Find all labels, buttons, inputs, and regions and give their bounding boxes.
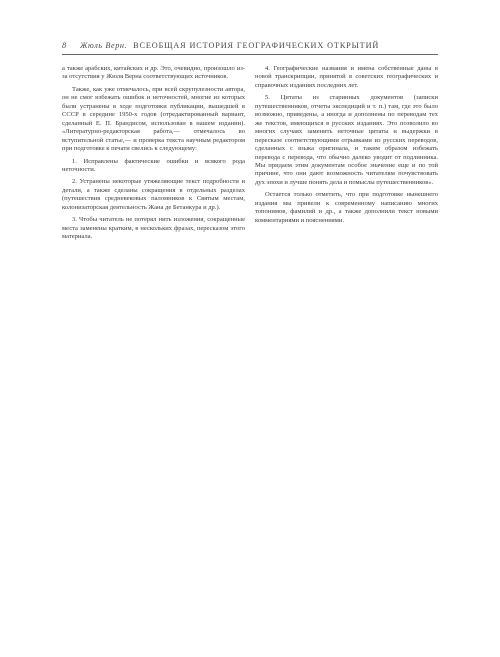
left-column	[62, 65, 245, 242]
paragraph: 1. Исправлены фактические ошибки и всякого рода неточности.	[62, 157, 245, 173]
paragraph: Также, как уже отмечалось, при всей скрупулезности автора, он не смог избежать ошибок и неточностей, многие из которых были устранены в ходе подготовки публикации, вышедшей в СССР в середине 1950-х годов (отредактированный вариант, сделанный Е. П. Брандисом, использован в нашем издании). «Литературно-редакторская работа,— отмечалось во вступительной статье,— и проверка текста научным редактором при подготовке к печати свелись к следующему:	[62, 85, 245, 153]
paragraph: 4. Географические названия и имена собственные даны в новой транскрипции, принятой в советских географических и справочных изданиях последних лет.	[255, 65, 438, 89]
paragraph: Остается только отметить, что при подготовке нынешнего издания мы привели к современному написанию многих топонимов, фамилий и др., а также дополнили текст новыми комментариями и пояснениями.	[255, 191, 438, 224]
running-header	[62, 41, 438, 53]
paragraph: 3. Чтобы читатель не потерял нить изложения, сокращенные места заменены кратким, в нескольких фразах, пересказом этого материала.	[62, 216, 245, 241]
paragraph: а также арабских, китайских и др. Это, очевидно, произошло из-за отсутствия у Жюля Верна соответствующих источников.	[62, 65, 245, 81]
page-number: 8	[62, 41, 67, 50]
paragraph: 5. Цитаты из старинных документов (записки путешественников, отчеты экспедиций и т. п.) там, где это было возможно, приведены, а иногда и дополнены по переводам тех же текстов, имеющихся в русских изданиях. Это позволило во многих случаях заменить неточные цитаты и выдержки в пересказе соответствующими отрывками из русских переводов, сделанных с языка оригинала, и таким образом избежать перевода с перевода, что обычно далеко уводит от подлинника. Мы придаем этим документам особое значение еще и по той причине, что они дают возможность читателям почувствовать дух эпохи и лучше понять дела и помыслы путешественников».	[255, 94, 438, 186]
header-author: Жюль Верн.	[79, 41, 128, 50]
header-rule	[62, 54, 438, 55]
header-title: ВСЕОБЩАЯ ИСТОРИЯ ГЕОГРАФИЧЕСКИХ ОТКРЫТИЙ	[133, 41, 380, 50]
paragraph: 2. Устранены некоторые утяжеляющие текст подробности и детали, а также сделаны сокращения в отдельных разделах (путешествия средневековых паломников к Святым местам, колонизаторская деятельность Жана де Бетанкура и др.).	[62, 178, 245, 211]
right-column	[255, 65, 438, 225]
